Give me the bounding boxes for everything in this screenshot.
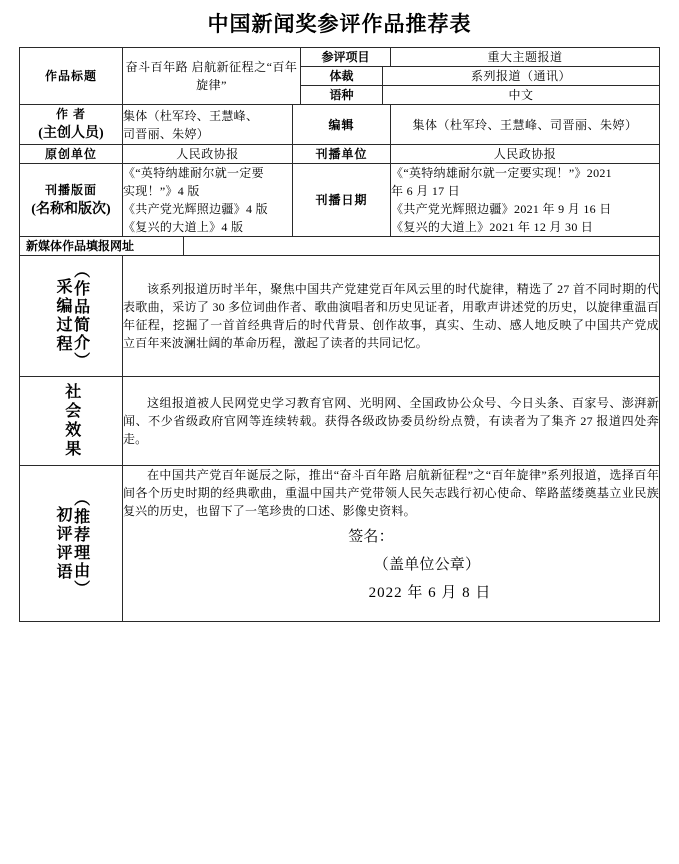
label-process-right: （作品简介）	[71, 262, 89, 371]
label-social-effect-vertical	[20, 377, 122, 465]
value-publish-unit: 人民政协报	[391, 145, 660, 164]
value-recommendation	[122, 466, 659, 622]
label-publish-layout-main: 刊播版面	[44, 182, 97, 197]
recommendation-text: 在中国共产党百年诞辰之际，推出“奋斗百年路 启航新征程”之“百年旋律”系列报道，选择百年间各个历史时期的经典歌曲，重温中国共产党带领人民矢志践行初心使命、筚路蓝缕奠基立业民族复兴的历史，也留下了一笔珍贵的口述、影像史资料。	[122, 468, 660, 519]
page-title: 中国新闻奖参评作品推荐表	[207, 12, 472, 36]
label-origin-unit: 原创单位	[19, 145, 122, 164]
value-genre: 系列报道（通讯）	[383, 67, 660, 86]
value-editor: 集体（杜军玲、王慧峰、司晋丽、朱婷）	[391, 105, 660, 145]
label-recommendation-right: （推荐理由）	[71, 489, 89, 598]
publish-layout-line: 《“英特纳雄耐尔就一定要	[122, 166, 264, 181]
label-recommendation-left: 初评评语	[53, 505, 71, 582]
label-newmedia-url: 新媒体作品填报网址	[19, 237, 183, 256]
publish-date-line: 《共产党光辉照边疆》2021 年 9 月 16 日	[391, 202, 612, 217]
value-origin-unit: 人民政协报	[122, 145, 292, 164]
official-seal-note: （盖单位公章）	[373, 556, 481, 573]
publish-layout-line: 实现！”》4 版	[122, 184, 200, 199]
label-author	[19, 105, 122, 145]
table-row-units	[19, 145, 659, 164]
label-publish-unit: 刊播单位	[292, 145, 390, 164]
label-author-sub: (主创人员)	[38, 126, 104, 142]
value-process	[122, 256, 659, 377]
table-row-publish-info	[19, 164, 659, 237]
value-publish-layout	[122, 164, 292, 237]
process-text: 该系列报道历时半年，聚焦中国共产党建党百年风云里的时代旋律，精选了 27 首不同时期的代表歌曲，采访了 30 多位词曲作者、歌曲演唱者和历史见证者，用歌声讲述党的历史，以旋律重温百年征程，挖掘了一首首经典背后的时代背景、创作故事，真实、生动、感人地反映了中国共产党成立百年来波澜壮阔的革命历程，激起了读者的共同记忆。	[122, 282, 660, 351]
value-publish-date	[391, 164, 660, 237]
signature-date: 2022 年 6 月 8 日	[368, 584, 492, 601]
value-social-effect	[122, 377, 659, 466]
table-row-social-effect	[19, 377, 659, 466]
label-publish-layout-sub: (名称和版次)	[31, 201, 111, 217]
value-work-title: 奋斗百年路 启航新征程之“百年旋律”	[122, 48, 300, 105]
table-row-newmedia-url	[19, 237, 659, 256]
table-row-process	[19, 256, 659, 377]
label-language: 语种	[301, 86, 383, 105]
value-category: 重大主题报道	[391, 48, 660, 67]
value-newmedia-url[interactable]	[183, 237, 659, 256]
publish-layout-line: 《共产党光辉照边疆》4 版	[122, 202, 268, 217]
publish-date-line: 《复兴的大道上》2021 年 12 月 30 日	[391, 220, 594, 235]
label-recommendation	[19, 466, 122, 622]
publish-layout-line: 《复兴的大道上》4 版	[122, 220, 244, 235]
table-row-author	[19, 105, 659, 145]
value-author	[122, 105, 292, 145]
label-genre: 体裁	[301, 67, 383, 86]
label-publish-date: 刊播日期	[292, 164, 390, 237]
label-recommendation-vertical	[20, 484, 122, 604]
signature-label[interactable]: 签名：	[348, 529, 394, 546]
publish-date-line: 《“英特纳雄耐尔就一定要实现！”》2021	[391, 166, 612, 181]
label-author-main: 作 者	[55, 107, 86, 122]
table-row-recommendation	[19, 466, 659, 622]
publish-date-line: 年 6 月 17 日	[391, 184, 461, 199]
label-work-title: 作品标题	[19, 48, 122, 105]
label-process-vertical	[20, 256, 122, 376]
value-author-line1: 集体（杜军玲、王慧峰、	[122, 108, 259, 123]
label-social-effect	[19, 377, 122, 466]
social-effect-text: 这组报道被人民网党史学习教育官网、光明网、全国政协公众号、今日头条、百家号、澎湃新闻、不少省级政府官网等连续转载。获得各级政协委员纷纷点赞，有读者为了集齐 27 报道四处奔走。	[122, 396, 660, 447]
label-social-effect-text: 社会效果	[62, 383, 80, 460]
value-author-line2: 司晋丽、朱婷）	[122, 126, 210, 141]
signature-block	[123, 520, 659, 621]
label-process	[19, 256, 122, 377]
table-row-work-title	[19, 48, 659, 67]
label-publish-layout	[19, 164, 122, 237]
label-editor: 编辑	[292, 105, 390, 145]
value-language: 中文	[383, 86, 660, 105]
label-category: 参评项目	[301, 48, 391, 67]
recommendation-form-table	[19, 47, 660, 622]
label-process-left: 采编过程	[53, 278, 71, 355]
